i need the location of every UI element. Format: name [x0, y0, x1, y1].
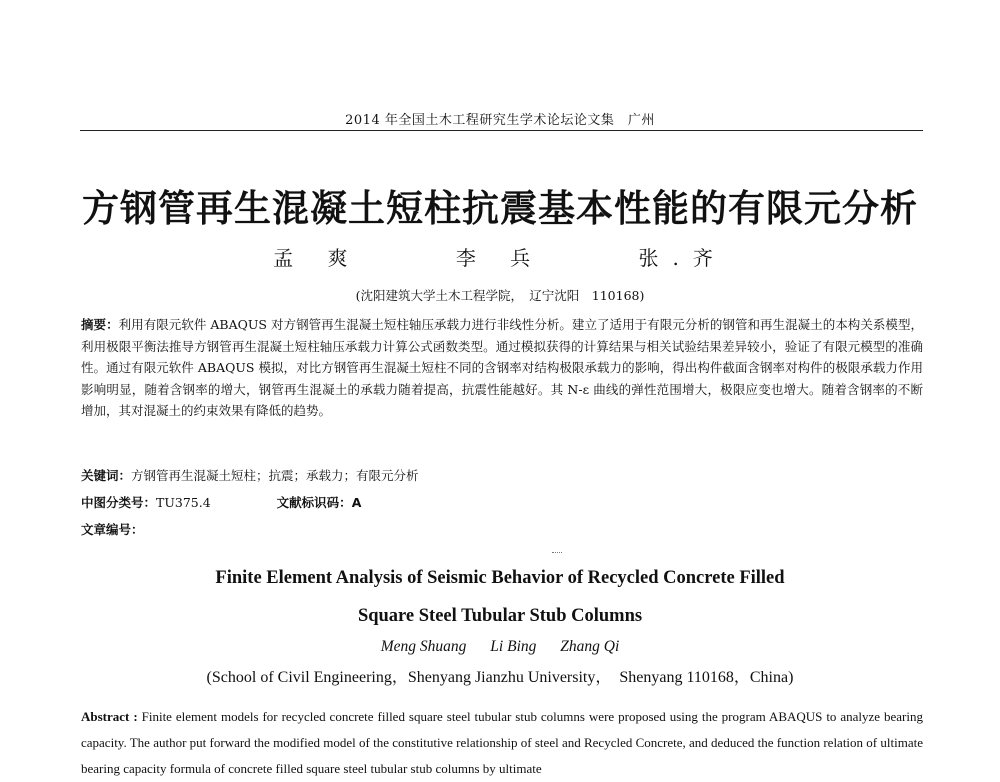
keywords-chinese	[81, 466, 419, 484]
clc-label: 中图分类号：	[81, 495, 157, 510]
keywords-text: 方钢管再生混凝土短柱；抗震；承载力；有限元分析	[131, 468, 419, 483]
author-en-1: Meng Shuang	[380, 638, 467, 655]
affiliation-english: (School of Civil Engineering，Shenyang Jianzhu University， Shenyang 110168，China)	[206, 669, 794, 686]
abstract-english	[81, 704, 923, 782]
abstract-chinese	[81, 314, 923, 422]
doc-code-label: 文献标识码：	[276, 495, 352, 510]
classification-line	[81, 493, 361, 511]
header-rule	[80, 130, 923, 131]
author-en-3: Zhang Qi	[560, 638, 620, 655]
scan-mark	[552, 552, 562, 553]
clc-value: TU375.4	[156, 495, 211, 510]
abstract-cn-text: 利用有限元软件 ABAQUS 对方钢管再生混凝土短柱轴压承载力进行非线性分析。建立了适用于有限元分析的钢管和再生混凝土的本构关系模型，利用极限平衡法推导方钢管再生混凝土短柱轴压承载力计算公式函数类型。通过模拟获得的计算结果与相关试验结果差异较小，验证了有限元模型的准确性。通过有限元软件 ABAQUS 模拟，对比方钢管再生混凝土短柱不同的含钢率对结构极限承载力的影响，得出构件截面含钢率对构件的极限承载力作用影响明显，随着含钢率的增大，钢管再生混凝土的承载力随着提高，抗震性能越好。其 N-ε 曲线的弹性范围增大，极限应变也增大。随着含钢率的不断增加，其对混凝土的约束效果有降低的趋势。	[81, 317, 923, 418]
title-en-line-1: Finite Element Analysis of Seismic Behavior of Recycled Concrete Filled	[215, 568, 785, 588]
author-en-2: Li Bing	[490, 638, 537, 655]
keywords-label: 关键词：	[81, 468, 132, 483]
article-number-label: 文章编号：	[81, 522, 144, 537]
journal-header: 2014 年全国土木工程研究生学术论坛论文集 广州	[345, 113, 655, 128]
author-cn-3: 张.齐	[638, 246, 727, 270]
author-cn-1: 孟 爽	[273, 246, 362, 270]
authors-english	[0, 638, 1000, 656]
author-cn-2: 李 兵	[455, 246, 545, 270]
abstract-en-text: Finite element models for recycled concrete filled square steel tubular stub columns were proposed using the program ABAQUS to analyze bearing capacity. The author put forward the modified model of the constitutive relationship of steel and Recycled Concrete, and deduced the function relation of ultimate bearing capacity formula of concrete filled square steel tubular stub columns by ultimate	[81, 709, 923, 776]
abstract-cn-label: 摘要：	[81, 317, 119, 332]
abstract-en-label: Abstract :	[81, 709, 138, 724]
doc-code-value: A	[351, 495, 362, 510]
title-english	[0, 559, 1000, 635]
authors-chinese	[0, 242, 1000, 271]
title-chinese: 方钢管再生混凝土短柱抗震基本性能的有限元分析	[82, 187, 918, 230]
article-number	[81, 520, 144, 538]
affiliation-chinese: (沈阳建筑大学土木工程学院， 辽宁沈阳 110168)	[355, 288, 645, 303]
title-en-line-2: Square Steel Tubular Stub Columns	[357, 606, 643, 626]
